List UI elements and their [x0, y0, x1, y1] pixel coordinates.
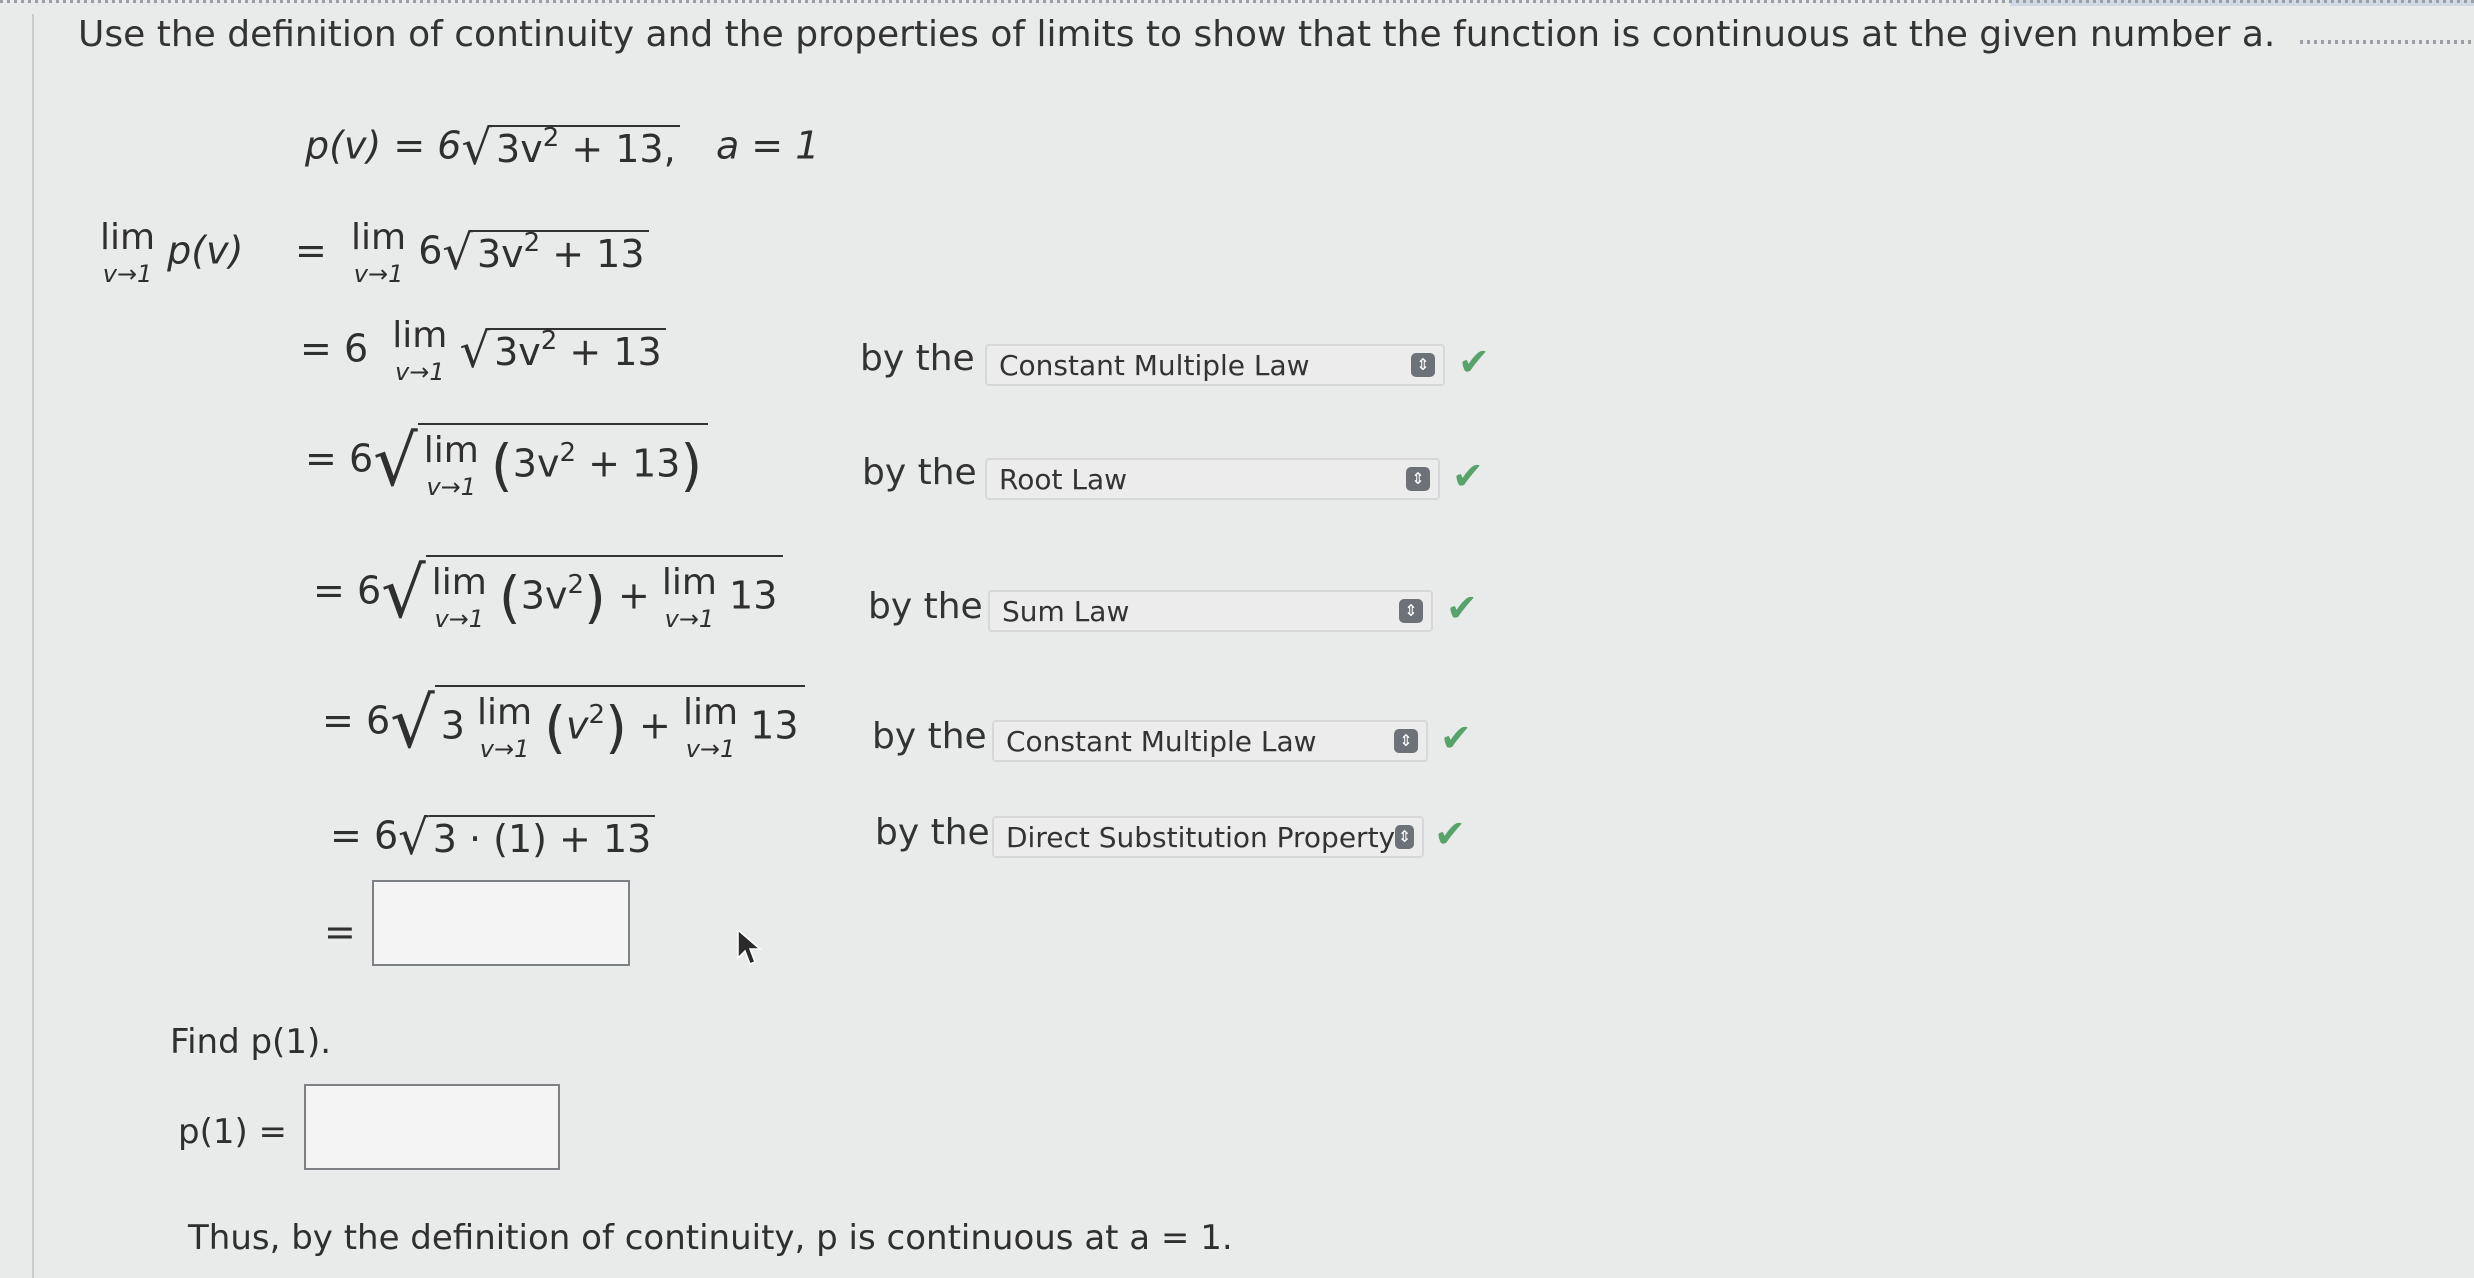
- select-arrows-icon: ⇕: [1399, 599, 1423, 623]
- select-arrows-icon: ⇕: [1411, 353, 1435, 377]
- step-1-check-icon: ✔: [1458, 340, 1490, 384]
- limit-answer-input[interactable]: [372, 880, 630, 966]
- right-dotted-divider: [2300, 40, 2474, 44]
- step-1-expression: = 6 lim v→1 √ $3v^2 + 13$: [300, 318, 666, 384]
- p1-answer-input[interactable]: [304, 1084, 560, 1170]
- step-4-law-select[interactable]: Constant Multiple Law ⇕: [992, 720, 1428, 762]
- question-text: Use the definition of continuity and the properties of limits to show that the function is continuous at the given number a.: [78, 14, 2276, 55]
- mouse-cursor-icon: [736, 928, 764, 968]
- top-dotted-divider: [0, 0, 2474, 10]
- function-definition: p(v) = 6√ $3v^2 + 13$, a = 1: [305, 120, 820, 176]
- step-4-by-the: by the: [872, 716, 987, 757]
- step-4-expression: = 6√ 3 lim v→1 $(v^2)$ + lim v→1 13: [322, 682, 805, 764]
- step-3-law-select[interactable]: Sum Law ⇕: [988, 590, 1433, 632]
- panel-left-border: [32, 14, 34, 1278]
- select-arrows-icon: ⇕: [1406, 467, 1430, 491]
- step-2-check-icon: ✔: [1452, 454, 1484, 498]
- final-equals: =: [324, 910, 356, 954]
- limit-lhs: lim v→1 p(v): [100, 217, 244, 288]
- step-5-check-icon: ✔: [1434, 812, 1466, 856]
- select-arrows-icon: ⇕: [1395, 825, 1414, 849]
- select-arrows-icon: ⇕: [1394, 729, 1418, 753]
- step-5-by-the: by the: [875, 812, 990, 853]
- step-2-law-select[interactable]: Root Law ⇕: [985, 458, 1440, 500]
- find-p1-label: Find p(1).: [170, 1022, 332, 1062]
- step-2-by-the: by the: [862, 452, 977, 493]
- step-1-by-the: by the: [860, 338, 975, 379]
- step-3-check-icon: ✔: [1446, 586, 1478, 630]
- step-2-expression: = 6√ lim v→1 $(3v^2 + 13)$: [305, 420, 708, 502]
- step-5-expression: = 6√ 3 · (1) + 13: [330, 810, 655, 866]
- step-3-by-the: by the: [868, 586, 983, 627]
- step-1-law-select[interactable]: Constant Multiple Law ⇕: [985, 344, 1445, 386]
- step-5-law-select[interactable]: Direct Substitution Property ⇕: [992, 816, 1424, 858]
- p1-label: p(1) =: [178, 1112, 288, 1152]
- conclusion-text: Thus, by the definition of continuity, p is continuous at a = 1.: [188, 1218, 1233, 1258]
- step-0-expression: = lim v→1 6√ $3v^2 + 13$: [295, 220, 649, 286]
- step-4-check-icon: ✔: [1440, 716, 1472, 760]
- step-3-expression: = 6√ lim v→1 $(3v^2)$ + lim v→1 13: [313, 552, 783, 634]
